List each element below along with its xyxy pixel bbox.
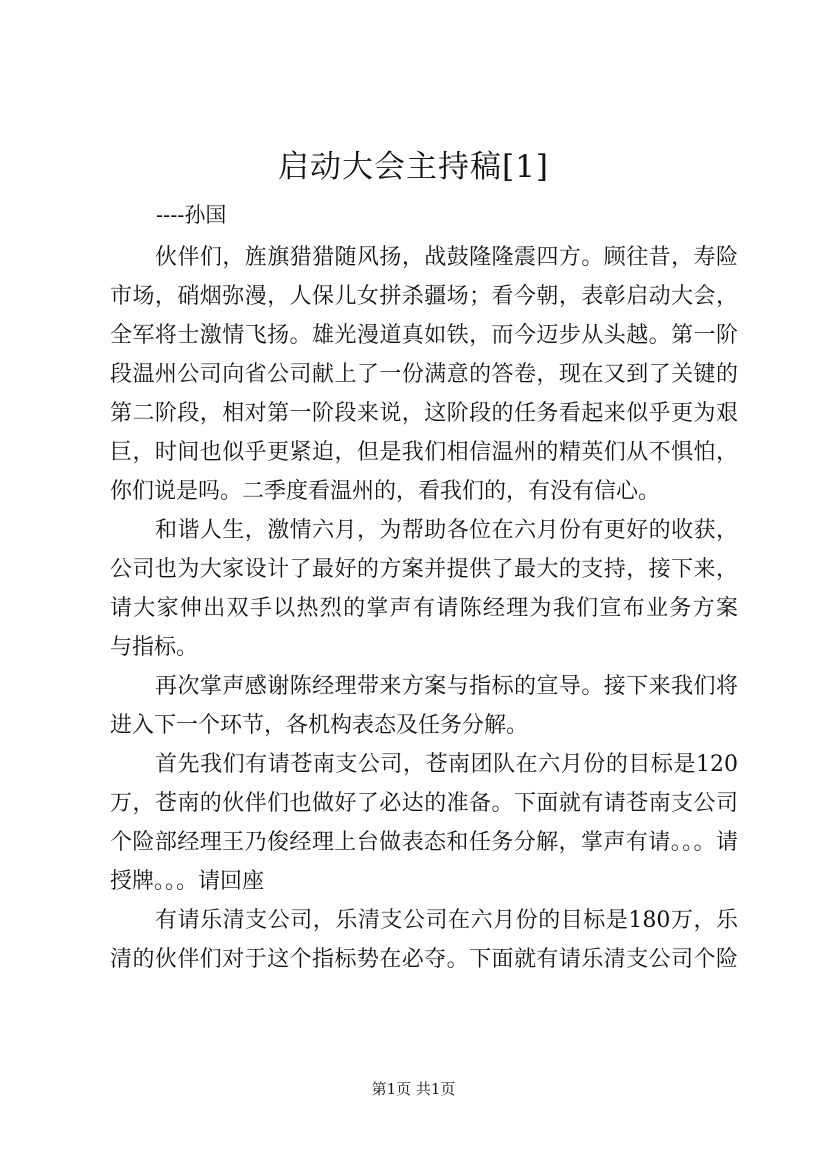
text-line: 与指标。 [110, 635, 199, 660]
text-line: 授牌。。。请回座 [110, 869, 265, 894]
text-line: 你们说是吗。二季度看温州的，看我们的，有没有信心。 [110, 479, 661, 504]
text-line: 有请乐清支公司，乐清支公司在六月份的目标是180万，乐 [155, 908, 738, 933]
text-line: 个险部经理王乃俊经理上台做表态和任务分解，掌声有请。。。请 [110, 830, 738, 855]
text-line: 进入下一个环节，各机构表态及任务分解。 [110, 713, 529, 738]
text-line: 请大家伸出双手以热烈的掌声有请陈经理为我们宣布业务方案 [110, 596, 738, 621]
text-line: 市场，硝烟弥漫，人保儿女拼杀疆场；看今朝，表彰启动大会， [110, 284, 738, 309]
text-line: 和谐人生，激情六月，为帮助各位在六月份有更好的收获， [155, 518, 738, 543]
text-line: 段温州公司向省公司献上了一份满意的答卷，现在又到了关键的 [110, 362, 738, 387]
text-line: 再次掌声感谢陈经理带来方案与指标的宣导。接下来我们将 [155, 674, 738, 699]
document-title: 启动大会主持稿[1] [278, 149, 549, 185]
author-line: ----孙国 [156, 203, 227, 227]
document-body [110, 238, 738, 979]
text-line: 全军将士激情飞扬。雄光漫道真如铁，而今迈步从头越。第一阶 [110, 323, 738, 348]
text-line: 第二阶段，相对第一阶段来说，这阶段的任务看起来似乎更为艰 [110, 401, 738, 426]
text-line: 首先我们有请苍南支公司，苍南团队在六月份的目标是120 [155, 752, 738, 777]
page-footer: 第1页 共1页 [371, 1080, 456, 1098]
text-line: 公司也为大家设计了最好的方案并提供了最大的支持，接下来， [110, 557, 738, 582]
text-line: 万，苍南的伙伴们也做好了必达的准备。下面就有请苍南支公司 [110, 791, 738, 816]
text-line: 伙伴们，旌旗猎猎随风扬，战鼓隆隆震四方。顾往昔，寿险 [155, 245, 738, 270]
text-line: 清的伙伴们对于这个指标势在必夺。下面就有请乐清支公司个险 [110, 947, 738, 972]
text-line: 巨，时间也似乎更紧迫，但是我们相信温州的精英们从不惧怕， [110, 440, 738, 465]
